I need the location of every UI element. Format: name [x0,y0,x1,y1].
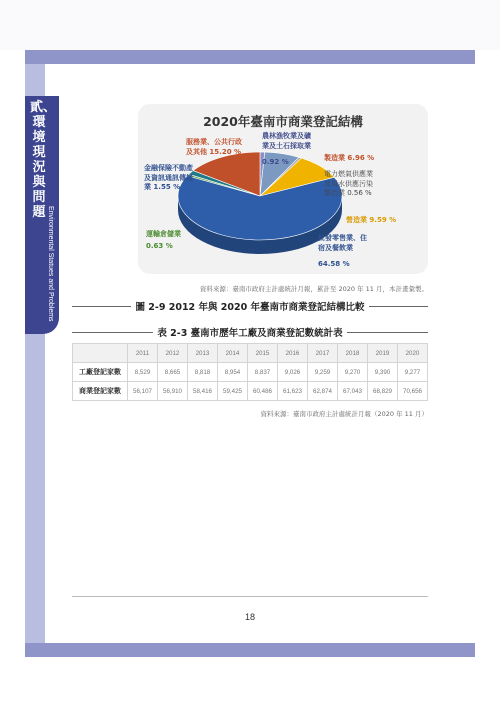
slice-label-construction: 營造業 9.59 % [346,216,397,224]
slice-label-finance: 金融保險不動產 及資訊通訊傳播 業 1.55 % [144,164,193,191]
slice-value-wholesale: 64.58 % [318,260,350,268]
table-header-row [73,344,428,363]
table-cell: 9,026 [278,363,308,382]
chapter-title-en: Environmental Statues and Problems [47,206,54,322]
table-cell: 60,486 [248,382,278,401]
table-cell: 61,623 [278,382,308,401]
table-row-factories [73,363,428,382]
footer-rule [72,596,428,597]
header-band [25,50,475,64]
slice-label-manufacturing: 製造業 6.96 % [324,154,375,162]
row-label: 商業登記家數 [73,382,128,401]
slice-value-transport: 0.63 % [146,242,173,250]
footer-band [25,643,475,657]
table-row-businesses [73,382,428,401]
year-header: 2016 [278,344,308,363]
year-header: 2018 [338,344,368,363]
slice-value-agriculture: 0.92 % [262,158,289,166]
pie-chart-panel [138,104,428,274]
table-cell: 56,910 [158,382,188,401]
year-header: 2013 [188,344,218,363]
table-cell: 9,259 [308,363,338,382]
slice-label-transport: 運輸倉儲業 [146,230,181,238]
year-header: 2020 [398,344,428,363]
table-caption-text: 表 2-3 臺南市歷年工廠及商業登記數統計表 [153,328,346,339]
table-cell: 58,416 [188,382,218,401]
table-cell: 8,954 [218,363,248,382]
year-header: 2017 [308,344,338,363]
page-top-background [0,0,500,50]
year-header: 2015 [248,344,278,363]
table-cell: 59,425 [218,382,248,401]
slice-label-agriculture: 農林漁牧業及礦 業及土石採取業 [262,132,311,150]
table-cell: 67,043 [338,382,368,401]
stats-table [72,343,428,401]
table-cell: 9,277 [398,363,428,382]
table-cell: 70,656 [398,382,428,401]
table-cell: 62,874 [308,382,338,401]
page-number: 18 [244,612,255,622]
chapter-title: 貳、環境現況與問題 [30,100,57,220]
figure-source: 資料來源：臺南市政府主計處統計月報，累計至 2020 年 11 月，本計畫彙製。 [199,285,428,293]
table-cell: 68,829 [368,382,398,401]
chart-title: 2020年臺南市商業登記結構 [203,114,363,129]
table-cell: 9,270 [338,363,368,382]
table-cell: 8,818 [188,363,218,382]
year-header: 2019 [368,344,398,363]
table-caption [72,325,428,339]
table-source: 資料來源：臺南市政府主計處統計月報（2020 年 11 月） [260,410,428,418]
table-cell: 8,529 [128,363,158,382]
figure-caption [72,299,428,313]
slice-label-services: 服務業、公共行政 及其他 15.20 % [186,138,242,156]
table-corner [73,344,128,363]
table-cell: 56,107 [128,382,158,401]
year-header: 2014 [218,344,248,363]
table-cell: 8,665 [158,363,188,382]
slice-label-wholesale: 批發零售業、住 宿及餐飲業 [318,234,367,252]
figure-caption-text: 圖 2-9 2012 年與 2020 年臺南市商業登記結構比較 [131,302,368,313]
year-header: 2012 [158,344,188,363]
table-cell: 8,837 [248,363,278,382]
table-cell: 9,390 [368,363,398,382]
slice-label-utilities: 電力燃氣供應業 及用水供應污染 整治業 0.56 % [324,170,373,197]
year-header: 2011 [128,344,158,363]
row-label: 工廠登記家數 [73,363,128,382]
